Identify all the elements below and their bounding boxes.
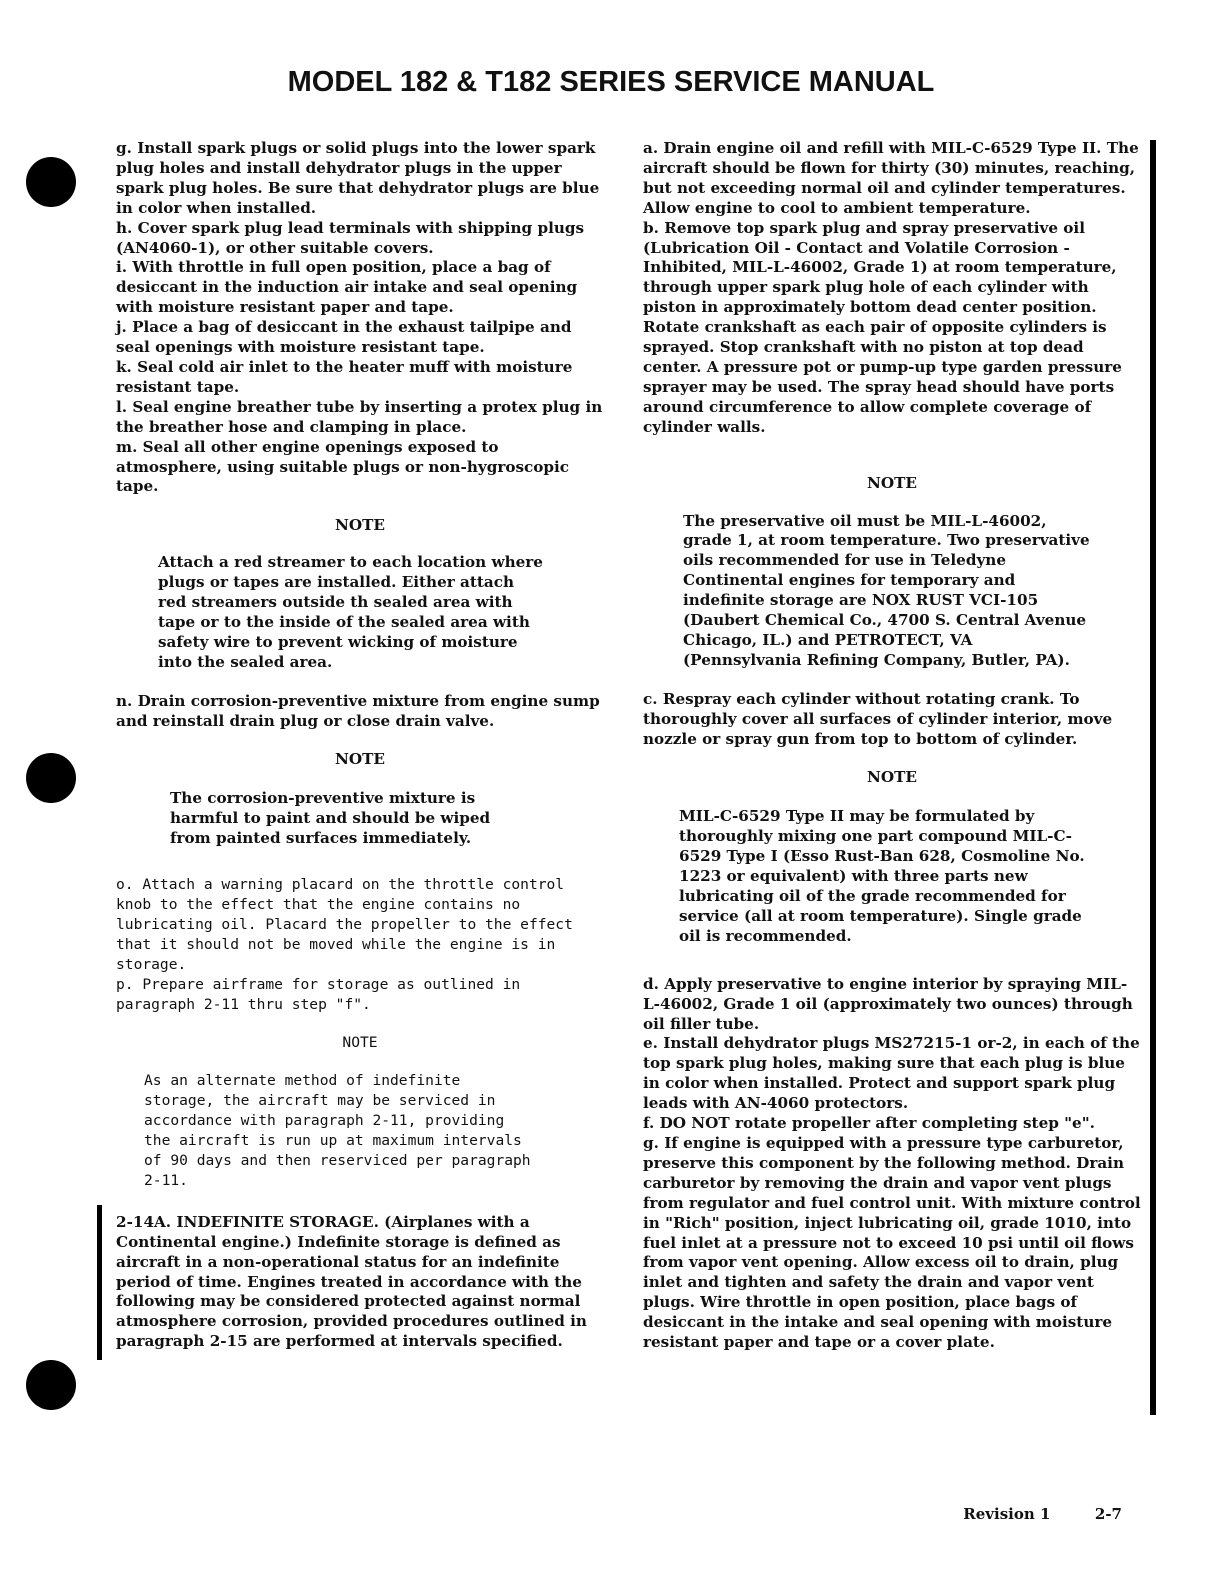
page-number: 2-7 (1094, 1505, 1122, 1523)
note-heading: NOTE (867, 768, 917, 787)
revision-bar-left (97, 1205, 102, 1360)
note-body: The corrosion-preventive mixture is harmful to paint and should be wiped from painted surfaces immediately. (170, 789, 491, 848)
step-l: l. Seal engine breather tube by inserting a protex plug in the breather hose and clamping in place. (116, 397, 603, 436)
step-g: g. Install spark plugs or solid plugs into the lower spark plug holes and install dehydrator plugs in the upper spark plug holes. Be sure that dehydrator plugs are blue in color when installed. (116, 139, 600, 217)
step-p: p. Prepare airframe for storage as outlined in paragraph 2-11 thru step "f". (116, 975, 521, 1013)
note-body: The preservative oil must be MIL-L-46002, grade 1, at room temperature. Two preservative oils recommended for use in Teledyne Continental engines for temporary and indefinite storage are NOX RUST VCI-105 (Daubert Chemical Co., 4700 S. Central Avenue Chicago, IL.) and PETROTECT, VA (Pennsylvania Refining Company, Butler, PA). (683, 511, 1090, 669)
binder-hole-middle (26, 753, 76, 803)
left-column (116, 139, 604, 1352)
step-o: o. Attach a warning placard on the throttle control knob to the effect that the engine contains no lubricating oil. Placard the propeller to the effect that it should not be moved while the engine is in storage. (116, 876, 573, 973)
step-d: d. Apply preservative to engine interior by spraying MIL-L-46002, Grade 1 oil (approximately two ounces) through oil filler tube. (643, 974, 1133, 1033)
page-title: MODEL 182 & T182 SERIES SERVICE MANUAL (287, 66, 935, 98)
step-f: f. DO NOT rotate propeller after completing step "e". (643, 1114, 1095, 1133)
revision-bar-right (1150, 140, 1156, 1415)
note-body: As an alternate method of indefinite storage, the aircraft may be serviced in accordance with paragraph 2-11, providing the aircraft is run up at maximum intervals of 90 days and then reserviced per paragraph 2-11. (144, 1072, 531, 1189)
right-column (643, 139, 1141, 1353)
step-j: j. Place a bag of desiccant in the exhaust tailpipe and seal openings with moisture resistant tape. (116, 318, 572, 357)
binder-hole-bottom (26, 1360, 76, 1410)
step-b: b. Remove top spark plug and spray preservative oil (Lubrication Oil - Contact and Volatile Corrosion - Inhibited, MIL-L-46002, Grade 1) at room temperature, through upper spark plug hole of each cylinder with piston in approximately bottom dead center position. Rotate crankshaft as each pair of opposite cylinders is sprayed. Stop crankshaft with no piston at top dead center. A pressure pot or pump-up type garden pressure sprayer may be used. The spray head should have ports around circumference to allow complete coverage of cylinder walls. (643, 218, 1122, 436)
steps-g-to-m (116, 139, 604, 497)
note-heading: NOTE (342, 1034, 378, 1052)
step-h: h. Cover spark plug lead terminals with shipping plugs (AN4060-1), or other suitable covers. (116, 218, 585, 257)
note-heading: NOTE (335, 750, 385, 769)
step-e: e. Install dehydrator plugs MS27215-1 or-2, in each of the top spark plug holes, making sure that each plug is blue in color when installed. Protect and support spark plug leads with AN-4060 protectors. (643, 1034, 1140, 1113)
step-k: k. Seal cold air inlet to the heater muff with moisture resistant tape. (116, 357, 573, 396)
step-m: m. Seal all other engine openings exposed to atmosphere, using suitable plugs or non-hygroscopic tape. (116, 437, 570, 496)
step-n: n. Drain corrosion-preventive mixture from engine sump and reinstall drain plug or close drain valve. (116, 691, 600, 730)
step-c: c. Respray each cylinder without rotating crank. To thoroughly cover all surfaces of cylinder interior, move nozzle or spray gun from top to bottom of cylinder. (643, 689, 1113, 748)
note-body: Attach a red streamer to each location where plugs or tapes are installed. Either attach red streamers outside th sealed area with tape or to the inside of the sealed area with safety wire to prevent wicking of moisture into the sealed area. (158, 553, 543, 671)
revision-label: Revision 1 (963, 1505, 1051, 1523)
step-i: i. With throttle in full open position, place a bag of desiccant in the induction air intake and seal opening with moisture resistant paper and tape. (116, 258, 578, 317)
section-2-14a: 2-14A. INDEFINITE STORAGE. (Airplanes with a Continental engine.) Indefinite storage is defined as aircraft in a non-operational status for an indefinite period of time. Engines treated in accordance with the following may be considered protected against normal atmosphere corrosion, provided procedures outlined in paragraph 2-15 are performed at intervals specified. (116, 1212, 587, 1351)
note-heading: NOTE (335, 516, 385, 535)
page-footer (963, 1505, 1122, 1523)
note-body: MIL-C-6529 Type II may be formulated by thoroughly mixing one part compound MIL-C-6529 Type I (Esso Rust-Ban 628, Cosmoline No. 1223 or equivalent) with three parts new lubricating oil of the grade recommended for service (all at room temperature). Single grade oil is recommended. (679, 807, 1085, 945)
step-g: g. If engine is equipped with a pressure type carburetor, preserve this component by the following method. Drain carburetor by removing the drain and vapor vent plugs from regulator and fuel control unit. With mixture control in "Rich" position, inject lubricating oil, grade 1010, into fuel inlet at a pressure not to exceed 10 psi until oil flows from vapor vent opening. Allow excess oil to drain, plug inlet and tighten and safety the drain and vapor vent plugs. Wire throttle in open position, place bags of desiccant in the intake and seal opening with moisture resistant paper and tape or a cover plate. (643, 1133, 1141, 1352)
note-heading: NOTE (867, 473, 917, 492)
step-a: a. Drain engine oil and refill with MIL-C-6529 Type II. The aircraft should be flown for thirty (30) minutes, reaching, but not exceeding normal oil and cylinder temperatures. Allow engine to cool to ambient temperature. (643, 139, 1139, 217)
binder-hole-top (26, 157, 76, 207)
